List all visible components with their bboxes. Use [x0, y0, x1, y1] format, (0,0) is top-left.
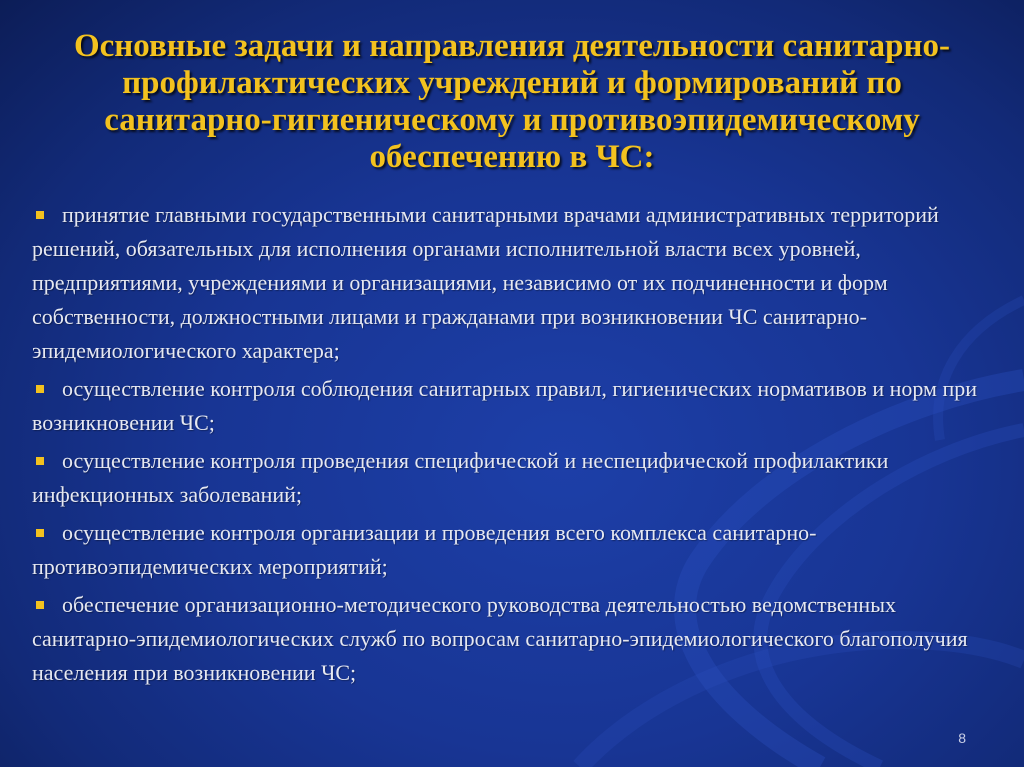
- slide-title: Основные задачи и направления деятельности санитарно-профилактических учреждений и формирований по санитарно-гигиеническому и противоэпидемическому обеспечению в ЧС:: [73, 28, 951, 175]
- list-item-text: осуществление контроля соблюдения санитарных правил, гигиенических нормативов и норм при возникновении ЧС;: [32, 376, 978, 435]
- task-list: [32, 198, 1004, 694]
- list-item: [32, 444, 1004, 512]
- list-item: [32, 372, 1004, 440]
- list-item-text: осуществление контроля организации и проведения всего комплекса санитарно-противоэпидемических мероприятий;: [32, 520, 817, 579]
- list-item-text: обеспечение организационно-методического руководства деятельностью ведомственных санитарно-эпидемиологических служб по вопросам санитарно-эпидемиологического благополучия населения при возникновении ЧС;: [32, 592, 968, 685]
- square-bullet-icon: [36, 601, 44, 609]
- square-bullet-icon: [36, 385, 44, 393]
- square-bullet-icon: [36, 457, 44, 465]
- square-bullet-icon: [36, 211, 44, 219]
- square-bullet-icon: [36, 529, 44, 537]
- list-item: [32, 516, 1004, 584]
- list-item: [32, 588, 1004, 690]
- page-number: 8: [958, 730, 966, 746]
- list-item: [32, 198, 1004, 368]
- list-item-text: принятие главными государственными санитарными врачами административных территорий решений, обязательных для исполнения органами исполнительной власти всех уровней, предприятиями, учреждениями и организациями, независимо от их подчиненности и форм собственности, должностными лицами и гражданами при возникновении ЧС санитарно-эпидемиологического характера;: [32, 202, 939, 363]
- list-item-text: осуществление контроля проведения специфической и неспецифической профилактики инфекционных заболеваний;: [32, 448, 889, 507]
